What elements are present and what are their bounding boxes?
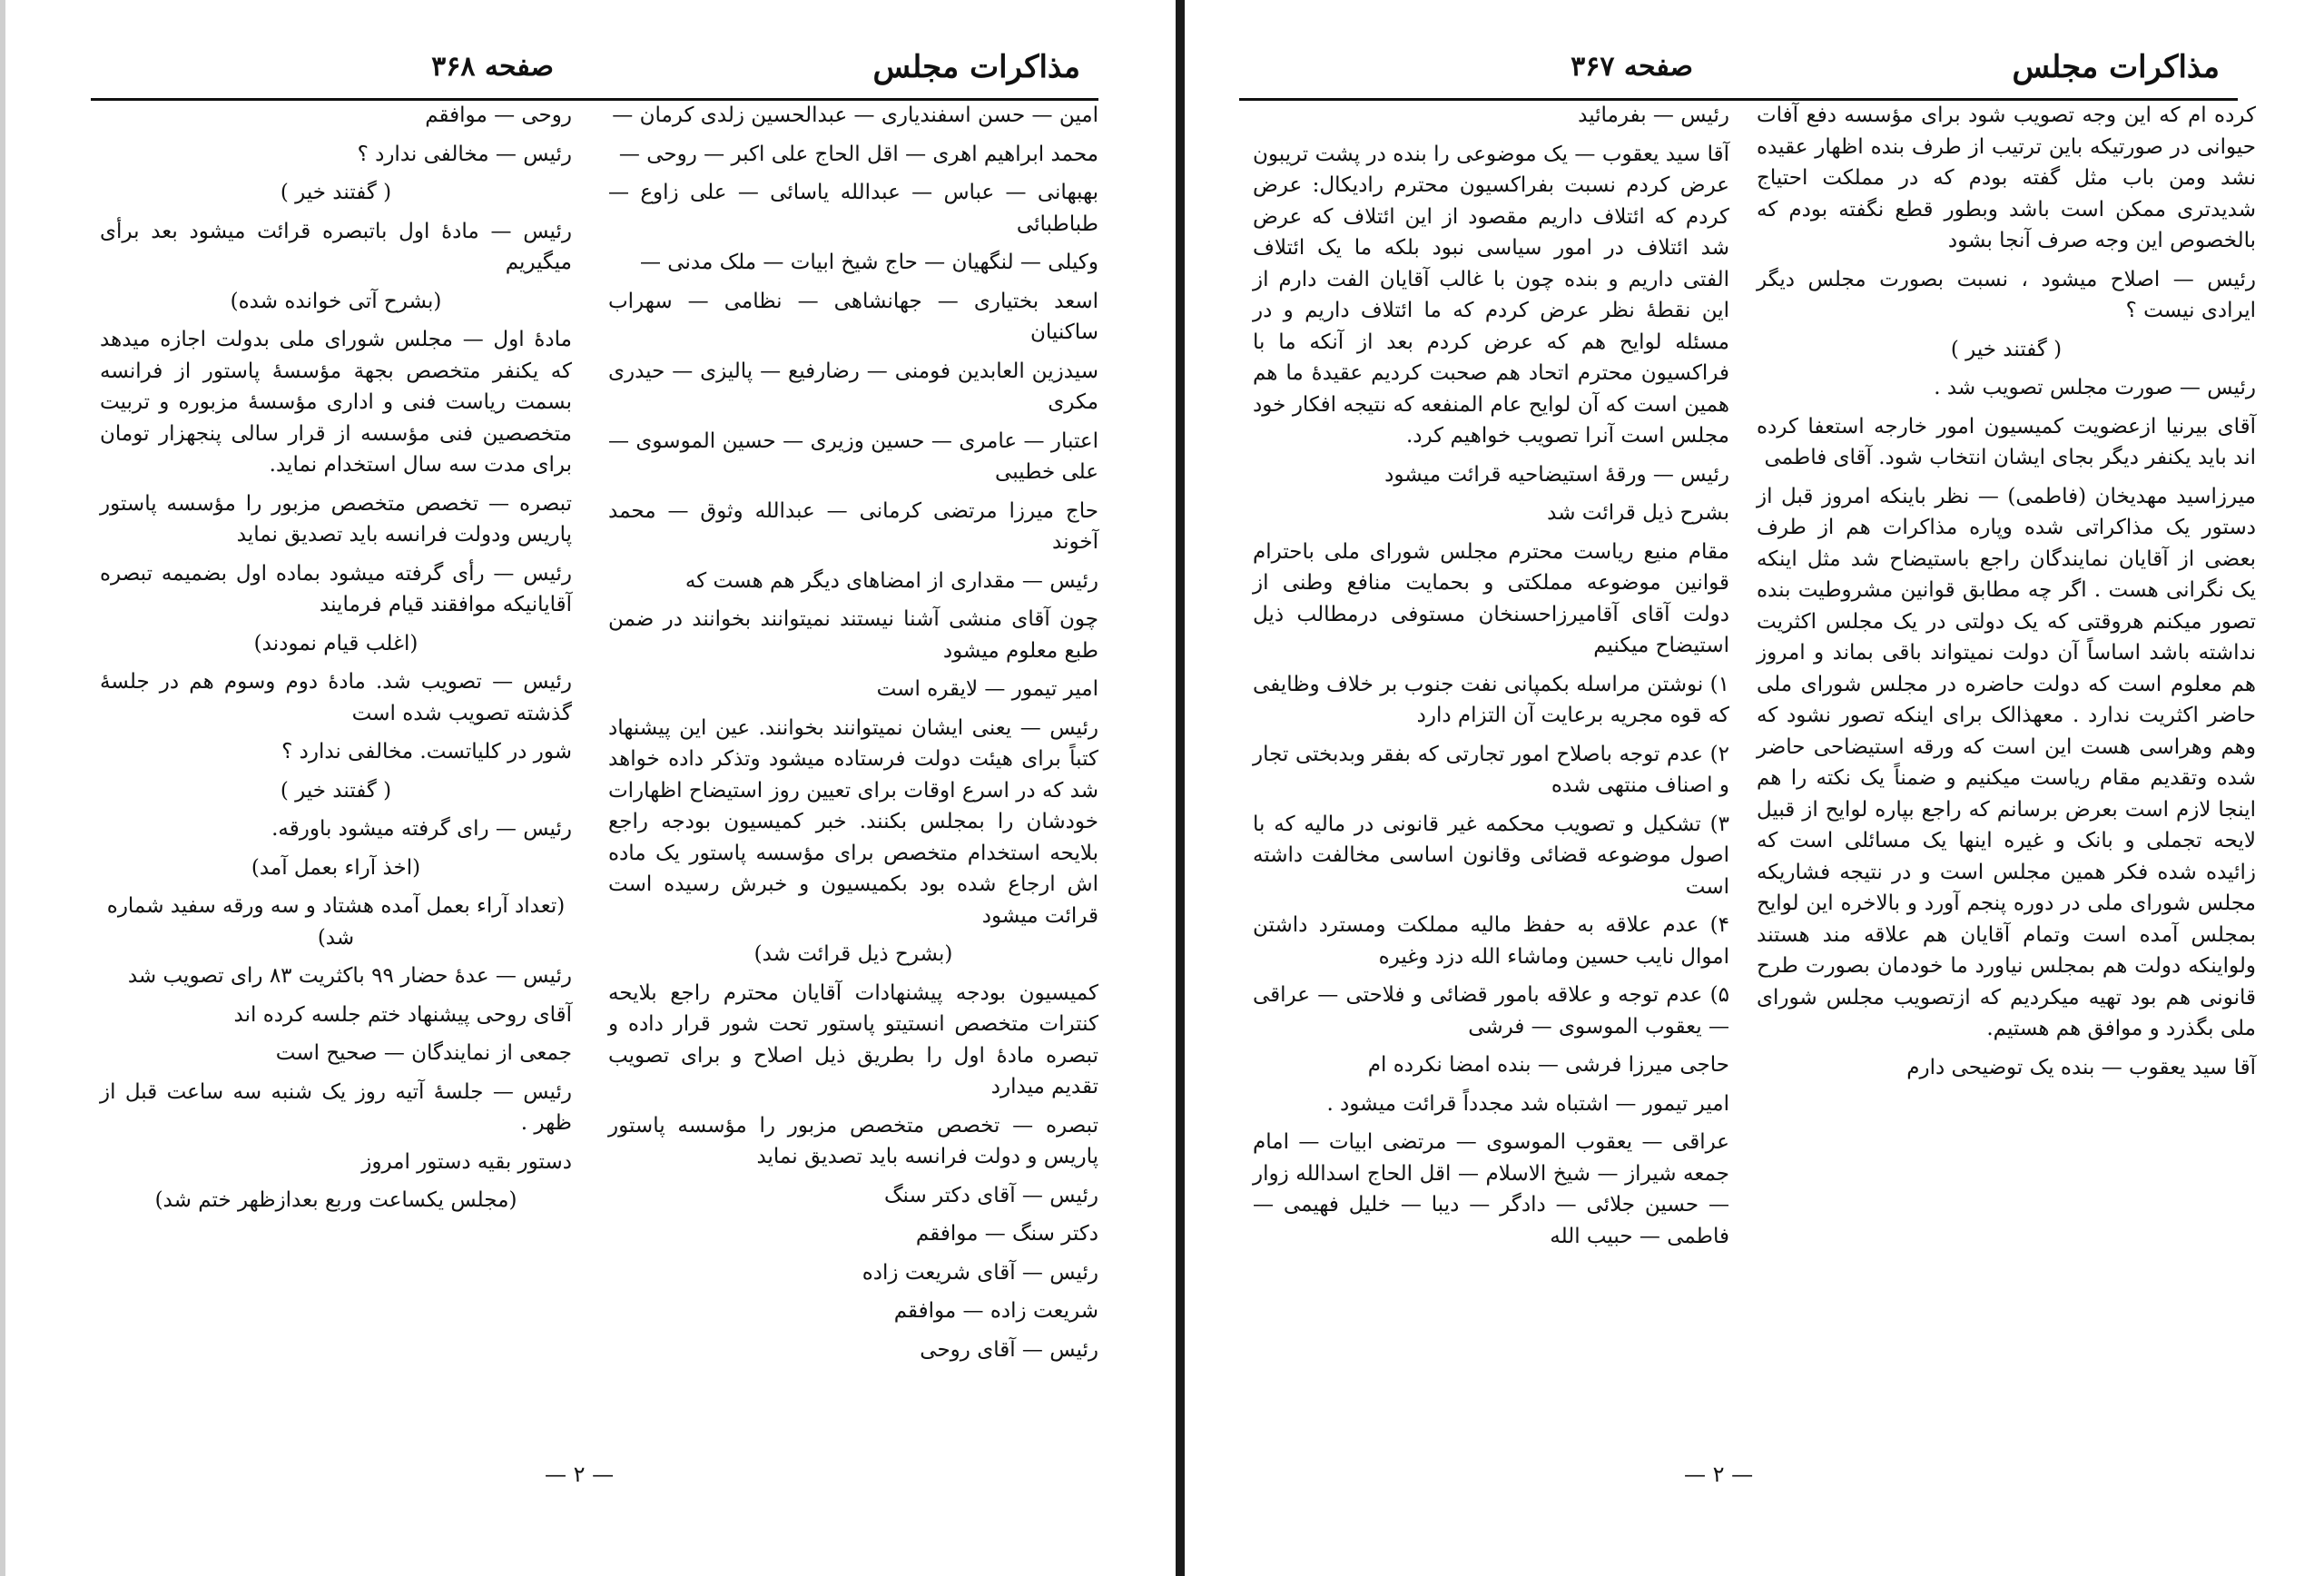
paragraph: دستور بقیه دستور امروز bbox=[361, 1149, 572, 1174]
text-column-left bbox=[1253, 100, 1729, 1259]
paragraph: اسعد بختیاری — جهانشاهی — نظامی — سهراب ساکنیان bbox=[608, 289, 1098, 344]
header-title: مذاکرات مجلس bbox=[2012, 49, 2220, 85]
paragraph: امیر تیمور — اشتباه شد مجدداً قرائت میشود . bbox=[1326, 1091, 1729, 1116]
paragraph: (تعداد آراء بعمل آمده هشتاد و سه ورقه سفید شماره شد) bbox=[106, 894, 566, 950]
paragraph: تبصره — تخصص متخصص مزبور را مؤسسه پاستور پاریس و دولت فرانسه باید تصدیق نماید bbox=[608, 1113, 1098, 1168]
paragraph: (بشرح ذیل قرائت شد) bbox=[753, 942, 953, 966]
paragraph: بهبهانی — عباس — عبدالله یاسائی — علی زاوع — طباطبائی bbox=[608, 181, 1098, 236]
paragraph: رئیس — آقای روحی bbox=[920, 1337, 1098, 1362]
paragraph: رئیس — بفرمائید bbox=[1578, 103, 1729, 127]
header-title: مذاکرات مجلس bbox=[872, 49, 1080, 85]
paragraph: سیدزین العابدین فومنی — رضارفیع — پالیزی — حیدری مکری bbox=[608, 359, 1098, 414]
paragraph: ۳) تشکیل و تصویب محکمه غیر قانونی در مالیه که با اصول موضوعه قضائی وقانون اساسی مخالفت داشته است bbox=[1253, 812, 1729, 899]
paragraph: رئیس — ورقهٔ استیضاحیه قرائت میشود bbox=[1384, 462, 1729, 487]
paragraph: رئیس — جلسهٔ آتیه روز یک شنبه سه ساعت قبل از ظهر . bbox=[100, 1079, 572, 1135]
paragraph: رئیس — مادهٔ اول باتبصره قرائت میشود بعد برأی میگیریم bbox=[100, 219, 572, 274]
paragraph: (مجلس یکساعت وربع بعدازظهر ختم شد) bbox=[154, 1188, 517, 1212]
paragraph: عراقی — یعقوب الموسوی — مرتضی ابیات — امام جمعه شیراز — شیخ الاسلام — اقل الحاج اسدالله زوار — حسین جلائی — دادگر — دیبا — خلیل فهیمی — فاطمی — حبیب الله bbox=[1253, 1130, 1729, 1248]
paragraph: روحی — موافقم bbox=[425, 103, 572, 127]
paragraph: حاج میرزا مرتضی کرمانی — عبدالله وثوق — محمد آخوند bbox=[608, 498, 1098, 554]
paragraph: ( گفتند خیر ) bbox=[280, 778, 392, 803]
paragraph: ۲) عدم توجه باصلاح امور تجارتی که بفقر وبدبختی تجار و اصناف منتهی شده bbox=[1253, 742, 1729, 797]
paragraph: دکتر سنگ — موافقم bbox=[915, 1222, 1098, 1246]
paragraph: رئیس — یعنی ایشان نمیتوانند بخوانند. عین این پیشنهاد کتباً برای هیئت دولت فرستاده میشود وتذکر داده خواهد شد که در اسرع اوقات برای تعیین روز استیضاح اظهارات خودشان را بمجلس بکنند. خبر کمیسیون بودجه راجع بلایحه استخدام متخصص برای مؤسسه پاستور یک ماده اش ارجاع شده بود بکمیسیون و خبرش رسیده است قرائت میشود bbox=[608, 715, 1098, 928]
header-page-number: صفحه ۳۶۸ bbox=[431, 51, 554, 83]
paragraph: میرزاسید مهدیخان (فاطمی) — نظر باینکه امروز قبل از دستور یک مذاکراتی شده وپاره مذاکرات هم از طرف بعضی از آقایان نمایندگان راجع باستیضاح شد مثل اینکه یک نگرانی هست . اگر چه مطابق قوانین مشروطیت بنده تصور میکنم هروقتی که یک دولتی در یک مجلس اکثریت نداشته باشد اساساً آن دولت نمیتواند باقی بماند و امروز هم معلوم است که دولت حاضره در مجلس شورای ملی حاضر اکثریت ندارد . معهذالک برای اینکه تصور نشود که وهم وهراسی هست این است که ورقه استیضاحی حاضر شده وتقدیم مقام ریاست میکنیم و ضمناً یک نکته را هم اینجا لازم است بعرض برسانم که راجع بپاره لوایح از قبیل لایحه تجملی و بانک و غیره اینها یک مسائلی است که زائیده شده فکر همین مجلس است و در نتیجه فشاریکه مجلس شورای ملی در دوره پنجم آورد و بالاخره این لوایح بمجلس آمده است وتمام آقایان هم علاقه مند هستند ولواینکه دولت هم بمجلس نیاورد ما خودمان بصورت طرح قانونی هم بود تهیه میکردیم که ازتصویب مجلس شورای ملی بگذرد و موافق هم هستیم. bbox=[1757, 484, 2256, 1040]
paragraph: رئیس — رأی گرفته میشود بماده اول بضمیمه تبصره آقایانیکه موافقند قیام فرمایند bbox=[100, 561, 572, 616]
paragraph: مقام منیع ریاست محترم مجلس شورای ملی باحترام قوانین موضوعه مملکتی و بحمایت منافع وطنی از دولت آقای آقامیرزاحسنخان مستوفی درمطالب ذیل استیضاح میکنیم bbox=[1253, 539, 1729, 657]
paragraph: جمعی از نمایندگان — صحیح است bbox=[275, 1041, 572, 1065]
paragraph: امین — حسن اسفندیاری — عبدالحسین زلدی کرمان — bbox=[612, 103, 1098, 127]
paragraph: کمیسیون بودجه پیشنهادات آقایان محترم راجع بلایحه کنترات متخصص انستیتو پاستور تحت شور قرار داده و تبصره مادهٔ اول را بطریق ذیل اصلاح و برای تصویب تقدیم میدارد bbox=[608, 980, 1098, 1098]
paragraph: رئیس — مخالفی ندارد ؟ bbox=[357, 142, 572, 166]
paragraph: آقای روحی پیشنهاد ختم جلسه کرده اند bbox=[233, 1002, 572, 1027]
paragraph: رئیس — مقداری از امضاهای دیگر هم هست که bbox=[684, 568, 1098, 593]
text-column-right bbox=[608, 100, 1098, 1373]
paragraph: وکیلی — لنگهیان — حاج شیخ ابیات — ملک مدنی — bbox=[640, 251, 1098, 274]
book-gutter bbox=[1176, 0, 1185, 1576]
paragraph: شور در کلیاتست. مخالفی ندارد ؟ bbox=[281, 740, 572, 763]
paragraph: بشرح ذیل قرائت شد bbox=[1547, 501, 1729, 525]
paragraph: کرده ام که این وجه تصویب شود برای مؤسسه دفع آفات حیوانی در صورتیکه باین ترتیب از طرف بنده اظهار عقیده نشد ومن باب مثل گفته بودم که در مملکت احتیاج شدیدتری ممکن است باشد وبطور قطع نگفته بودم که بالخصوص این وجه صرف آنجا بشود bbox=[1757, 103, 2256, 252]
paragraph: ( گفتند خیر ) bbox=[280, 181, 392, 204]
text-column-right bbox=[1757, 100, 2256, 1090]
paragraph: آقای بیرنیا ازعضویت کمیسیون امور خارجه استعفا کرده اند باید یکنفر دیگر بجای ایشان انتخاب شود. آقای فاطمی bbox=[1757, 414, 2256, 469]
paragraph: چون آقای منشی آشنا نیستند نمیتوانند بخوانند در ضمن طبع معلوم میشود bbox=[608, 607, 1098, 663]
paragraph: ۴) عدم علاقه به حفظ مالیه مملکت ومسترد داشتن اموال نایب حسین وماشاء الله دزد وغیره bbox=[1253, 913, 1729, 969]
paragraph: رئیس — صورت مجلس تصویب شد . bbox=[1934, 376, 2256, 399]
paragraph: (اخذ آراء بعمل آمد) bbox=[251, 855, 421, 880]
header-page-number: صفحه ۳۶۷ bbox=[1571, 51, 1693, 83]
paragraph: (بشرح آتی خوانده شده) bbox=[230, 289, 442, 313]
paragraph: رئیس — رای گرفته میشود باورقه. bbox=[271, 817, 572, 841]
paragraph: امیر تیمور — لایقره است bbox=[876, 677, 1098, 701]
page-footer: — ۲ — bbox=[545, 1462, 615, 1487]
paragraph: شریعت زاده — موافقم bbox=[893, 1299, 1098, 1323]
paragraph: اعتبار — عامری — حسین وزیری — حسین الموسوی — علی خطیبی bbox=[608, 428, 1098, 484]
paragraph: تبصره — تخصص متخصص مزبور را مؤسسه پاستور پاریس ودولت فرانسه باید تصدیق نماید bbox=[100, 491, 572, 547]
paragraph: آقا سید یعقوب — بنده یک توضیحی دارم bbox=[1906, 1055, 2256, 1079]
text-column-left bbox=[100, 100, 572, 1224]
paragraph: رئیس — آقای شریعت زاده bbox=[862, 1260, 1098, 1285]
right-page bbox=[1185, 0, 2324, 1576]
paragraph: ۱) نوشتن مراسله بکمپانی نفت جنوب بر خلاف وظایفی که قوه مجریه برعایت آن التزام دارد bbox=[1253, 672, 1729, 727]
page-header bbox=[91, 44, 1098, 101]
paragraph: رئیس — عدهٔ حضار ۹۹ باکثریت ۸۳ رای تصویب شد bbox=[127, 964, 572, 988]
paragraph: مادهٔ اول — مجلس شورای ملی بدولت اجازه میدهد که یکنفر متخصص بجهة مؤسسهٔ پاستور از فرانسه بسمت ریاست فنی و اداری مؤسسهٔ مزبوره و تربیت متخصصین فنی مؤسسه از قرار سالی پنجهزار تومان برای مدت سه سال استخدام نماید. bbox=[100, 328, 572, 477]
paragraph: رئیس — اصلاح میشود ، نسبت بصورت مجلس دیگر ایرادی نیست ؟ bbox=[1757, 267, 2256, 322]
paragraph: رئیس — آقای دکتر سنگ bbox=[883, 1183, 1098, 1207]
paragraph: حاجی میرزا فرشی — بنده امضا نکرده ام bbox=[1367, 1053, 1729, 1077]
paragraph: ۵) عدم توجه و علاقه بامور قضائی و فلاحتی — عراقی — یعقوب الموسوی — فرشی bbox=[1253, 983, 1729, 1039]
paragraph: ( گفتند خیر ) bbox=[1950, 337, 2063, 361]
paragraph: (اغلب قیام نمودند) bbox=[253, 631, 419, 655]
paragraph: محمد ابراهیم اهری — اقل الحاج علی اکبر — روحی — bbox=[618, 142, 1098, 166]
paragraph: آقا سید یعقوب — یک موضوعی را بنده در پشت تریبون عرض کردم نسبت بفراکسیون محترم رادیکال: عرض کردم که ائتلاف داریم مقصود از این ائتلاف که عرض شد ائتلاف در امور سیاسی نبود بلکه ما یک ائتلاف الفتی داریم و بنده چون با غالب آقایان الفت دارم از این نقطهٔ نظر عرض کردم که ما ائتلاف داریم و در مسئله لوایح هم که عرض کردم بعد از آنکه ما با فراکسیون محترم اتحاد هم صحبت کردیم عقیدهٔ ما هم همین است که آن لوایح عام المنفعه که نتیجه افکار خود مجلس است آنرا تصویب خواهیم کرد. bbox=[1253, 142, 1729, 448]
page-header bbox=[1239, 44, 2238, 101]
paragraph: رئیس — تصویب شد. مادهٔ دوم وسوم هم در جلسهٔ گذشته تصویب شده است bbox=[100, 670, 572, 725]
page-footer: — ۲ — bbox=[1684, 1462, 1754, 1487]
